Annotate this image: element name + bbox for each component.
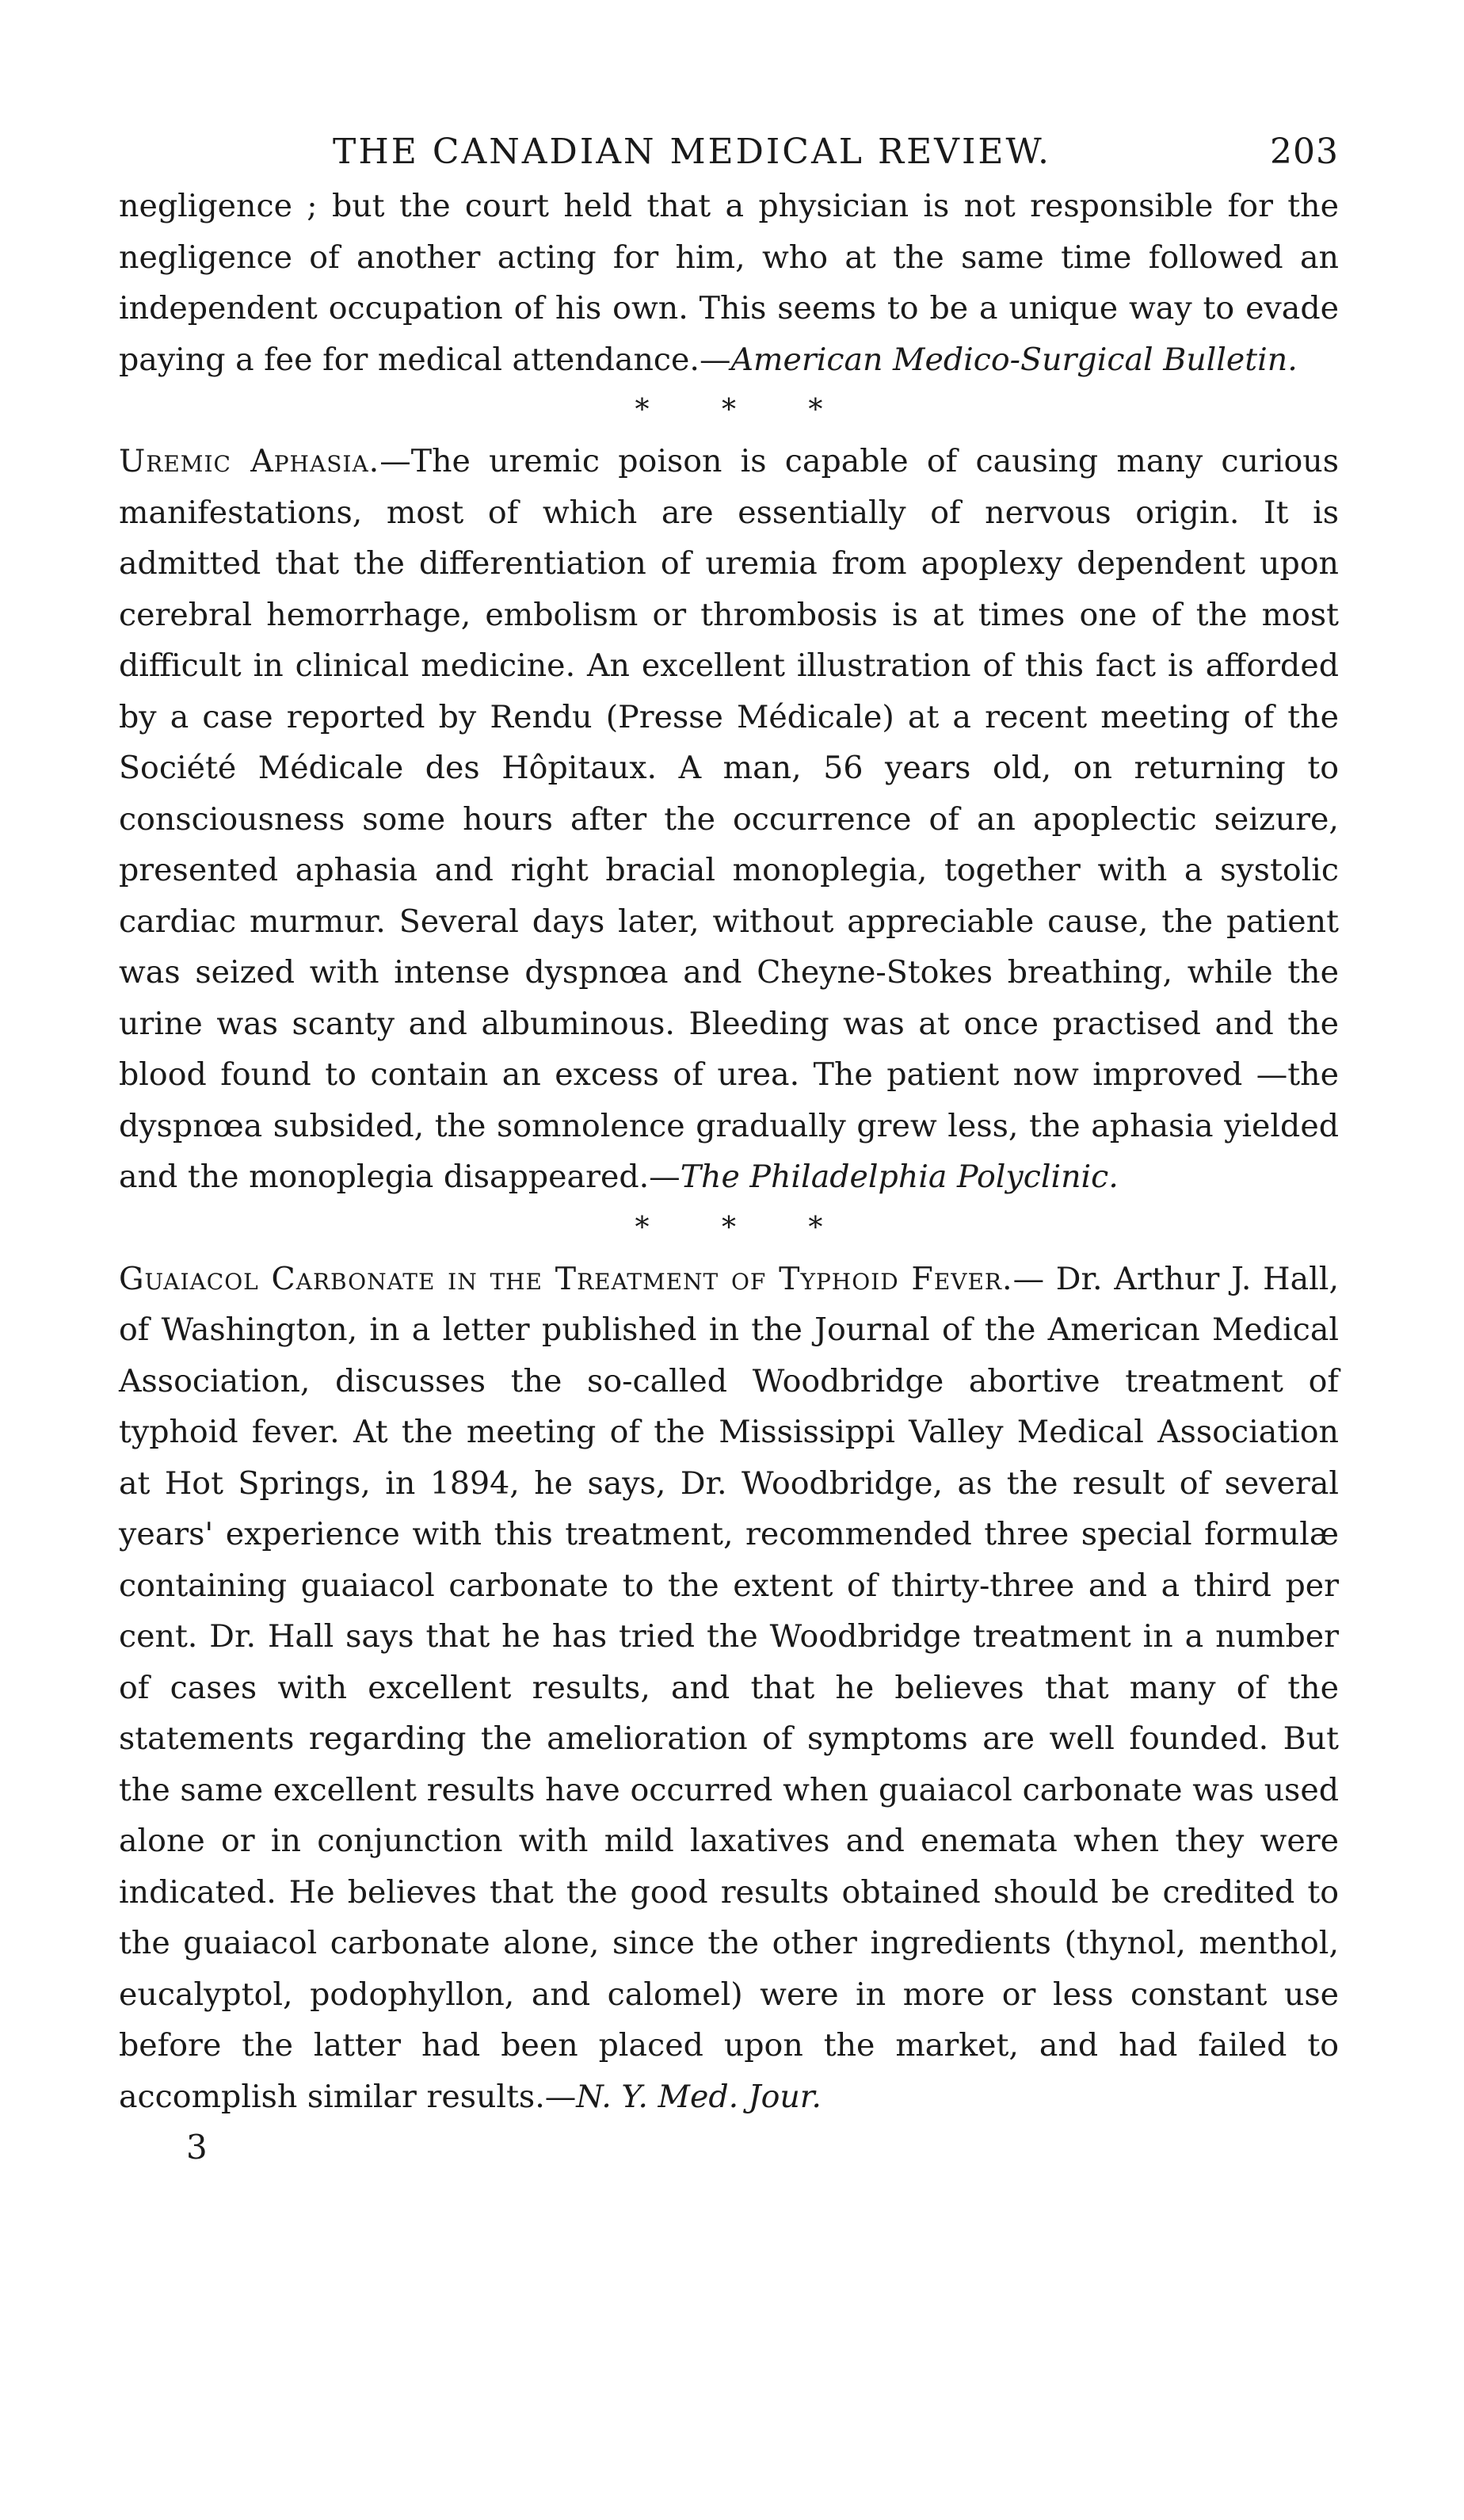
page — [119, 119, 1339, 2170]
article-source: N. Y. Med. Jour. — [576, 2078, 822, 2115]
article-body: —The uremic poison is capable of causing many curious manifestations, most of which are essentially of nervous origin. It is admitted that the differentiation of uremia from apoplexy dependent upon cerebral hemorrhage, embolism or thrombosis is at times one of the most difficult in clinical medicine. An excellent illustration of this fact is afforded by a case reported by Rendu (Presse Médicale) at a recent meeting of the Société Médicale des Hôpitaux. A man, 56 years old, on returning to consciousness some hours after the occurrence of an apoplectic seizure, presented aphasia and right bracial monoplegia, together with a systolic cardiac murmur. Several days later, without appreciable cause, the patient was seized with intense dyspnœa and Cheyne-Stokes breathing, while the urine was scanty and albuminous. Bleeding was at once practised and the blood found to contain an excess of urea. The patient now improved —the dyspnœa subsided, the somnolence gradually grew less, the aphasia yielded and the monoplegia disappeared.— — [119, 443, 1339, 1195]
journal-title: THE CANADIAN MEDICAL REVIEW. — [333, 132, 1051, 172]
article-uremic-aphasia — [119, 436, 1339, 1203]
article-guaiacol-carbonate — [119, 1254, 1339, 2123]
article-source: The Philadelphia Polyclinic. — [680, 1159, 1119, 1195]
article-body: negligence ; but the court held that a physician is not responsible for the negligence of another acting for him, who at the same time followed an independent occupation of his own. This seems to be a unique way to evade paying a fee for medical attendance.— — [119, 188, 1339, 378]
article-negligence — [119, 181, 1339, 385]
article-paragraph — [119, 181, 1339, 385]
section-separator: * * * — [635, 394, 855, 426]
page-number: 203 — [1270, 132, 1339, 172]
article-heading: Uremic Aphasia. — [119, 443, 380, 479]
section-separator: * * * — [635, 1211, 855, 1244]
signature-mark: 3 — [186, 2128, 208, 2167]
article-heading: Guaiacol Carbonate in the Treatment of Typhoid Fever. — [119, 1260, 1013, 1297]
article-source: American Medico-Surgical Bulletin. — [730, 341, 1298, 378]
running-head — [119, 119, 1339, 174]
article-paragraph — [119, 436, 1339, 1203]
article-body: — Dr. Arthur J. Hall, of Washington, in a letter published in the Journal of the American Medical Association, discusses the so-called Woodbridge abortive treatment of typhoid fever. At the meeting of the Mississippi Valley Medical Association at Hot Springs, in 1894, he says, Dr. Woodbridge, as the result of several years' experience with this treatment, recommended three special formulæ containing guaiacol carbonate to the extent of thirty-three and a third per cent. Dr. Hall says that he has tried the Woodbridge treatment in a number of cases with excellent results, and that he believes that many of the statements regarding the amelioration of symptoms are well founded. But the same excellent results have occurred when guaiacol carbonate was used alone or in conjunction with mild laxatives and enemata when they were indicated. He believes that the good results obtained should be credited to the guaiacol carbonate alone, since the other ingredients (thynol, menthol, eucalyptol, podophyllon, and calomel) were in more or less constant use before the latter had been placed upon the market, and had failed to accomplish similar results.— — [119, 1260, 1339, 2115]
article-paragraph — [119, 1254, 1339, 2123]
